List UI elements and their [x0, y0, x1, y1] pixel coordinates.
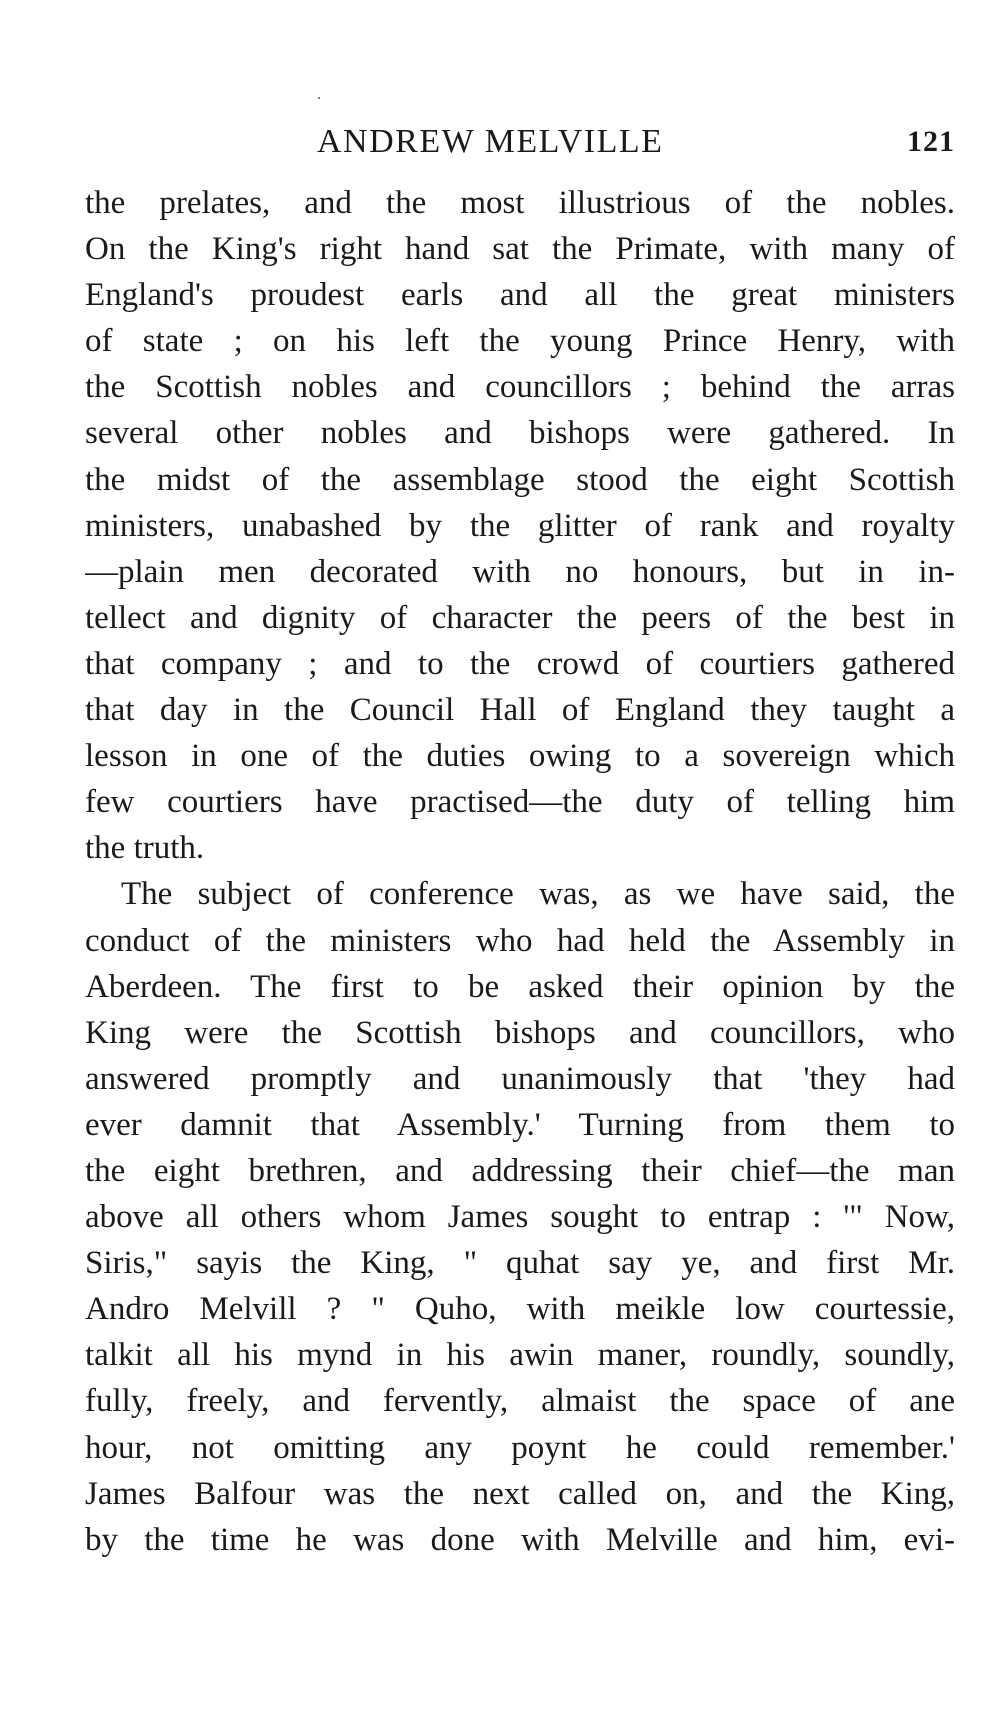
text-line: that day in the Council Hall of England they taught a: [85, 692, 955, 729]
page-number: 121: [907, 125, 955, 158]
text-line: few courtiers have practised—the duty of telling him: [85, 784, 955, 821]
text-line: King were the Scottish bishops and councillors, who: [85, 1014, 955, 1051]
text-line: fully, freely, and fervently, almaist the space of ane: [85, 1383, 955, 1420]
text-line: hour, not omitting any poynt he could remember.': [85, 1429, 955, 1466]
text-line: the Scottish nobles and councillors ; behind the arras: [85, 369, 955, 406]
running-head: [85, 120, 955, 164]
paper-speck: [318, 97, 320, 99]
paragraph-start-line: The subject of conference was, as we have said, the: [121, 876, 955, 913]
body-text: [85, 180, 955, 1563]
text-line: talkit all his mynd in his awin maner, roundly, soundly,: [85, 1337, 955, 1374]
text-line: ministers, unabashed by the glitter of rank and royalty: [85, 507, 955, 544]
text-line: England's proudest earls and all the great ministers: [85, 277, 955, 314]
text-line: On the King's right hand sat the Primate, with many of: [85, 231, 955, 268]
text-line: Siris," sayis the King, " quhat say ye, and first Mr.: [85, 1245, 955, 1282]
running-title: ANDREW MELVILLE: [317, 123, 664, 160]
text-line: the eight brethren, and addressing their chief—the man: [85, 1152, 955, 1189]
text-line: James Balfour was the next called on, and the King,: [85, 1475, 955, 1512]
text-line: above all others whom James sought to entrap : '" Now,: [85, 1199, 955, 1236]
text-line: the prelates, and the most illustrious of the nobles.: [85, 185, 955, 221]
text-line: —plain men decorated with no honours, but in in-: [85, 553, 955, 590]
text-line: lesson in one of the duties owing to a sovereign which: [85, 738, 955, 775]
text-line: Aberdeen. The first to be asked their opinion by the: [85, 968, 955, 1005]
text-line: several other nobles and bishops were gathered. In: [85, 415, 955, 452]
text-line: conduct of the ministers who had held the Assembly in: [85, 922, 955, 959]
text-line: that company ; and to the crowd of courtiers gathered: [85, 645, 955, 682]
text-line: of state ; on his left the young Prince Henry, with: [85, 323, 955, 360]
text-line: the midst of the assemblage stood the eight Scottish: [85, 461, 955, 498]
paragraph-end-line: the truth.: [85, 830, 205, 867]
text-line: tellect and dignity of character the peers of the best in: [85, 599, 955, 636]
text-line: Andro Melvill ? " Quho, with meikle low courtessie,: [85, 1291, 955, 1328]
text-line: answered promptly and unanimously that 'they had: [85, 1060, 955, 1097]
text-line: by the time he was done with Melville and him, evi-: [85, 1521, 955, 1558]
text-line: ever damnit that Assembly.' Turning from them to: [85, 1106, 955, 1143]
